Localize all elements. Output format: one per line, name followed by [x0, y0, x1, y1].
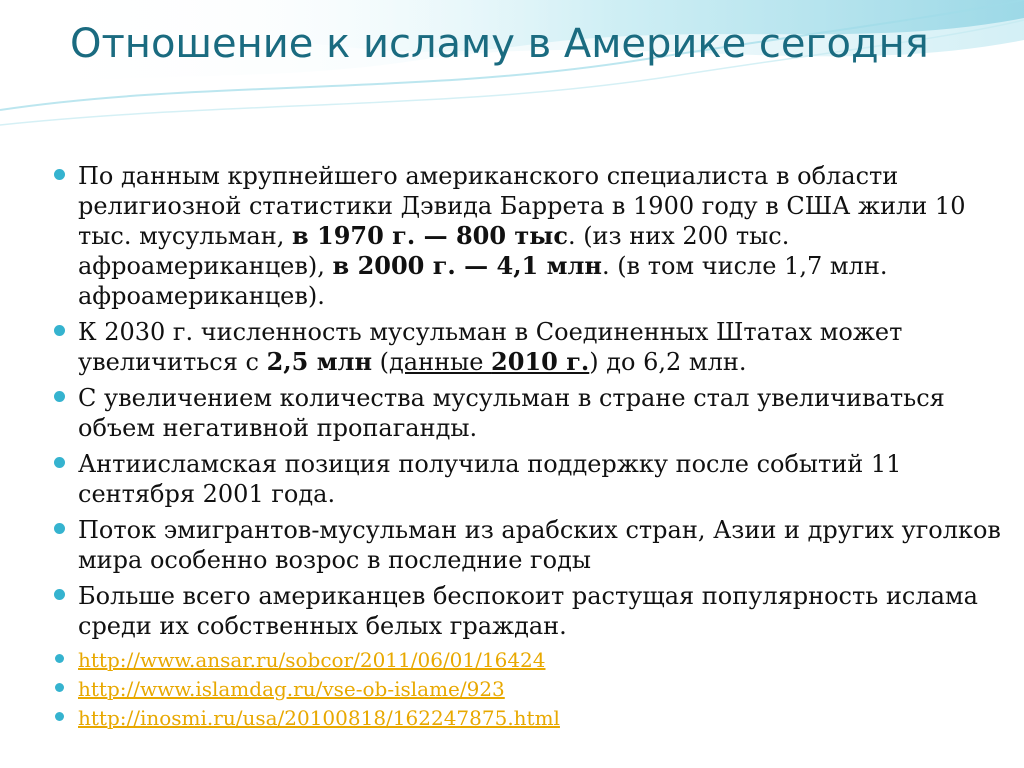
list-item: Антиисламская позиция получила поддержку после событий 11 сентября 2001 года.	[52, 449, 1012, 509]
bullet-icon	[54, 589, 65, 600]
source-link-item	[52, 676, 1012, 702]
bullet-icon	[55, 683, 64, 692]
bullet-list	[52, 161, 1012, 734]
list-item: По данным крупнейшего американского специалиста в области религиозной статистики Дэвида Баррета в 1900 году в США жили 10 тыс. мусульман, в 1970 г. — 800 тыс. (из них 200 тыс. афроамериканцев), в 2000 г. — 4,1 млн. (в том числе 1,7 млн. афроамериканцев).	[52, 161, 1012, 311]
list-item: С увеличением количества мусульман в стране стал увеличиваться объем негативной пропаганды.	[52, 383, 1012, 443]
list-item: Поток эмигрантов-мусульман из арабских стран, Азии и других уголков мира особенно возрос в последние годы	[52, 515, 1012, 575]
bullet-icon	[54, 169, 65, 180]
list-item: Больше всего американцев беспокоит растущая популярность ислама среди их собственных белых граждан.	[52, 581, 1012, 641]
source-link-item	[52, 647, 1012, 673]
bullet-icon	[54, 523, 65, 534]
slide-title: Отношение к исламу в Америке сегодня	[70, 21, 929, 67]
list-item: К 2030 г. численность мусульман в Соединенных Штатах может увеличиться с 2,5 млн (данные 2010 г.) до 6,2 млн.	[52, 317, 1012, 377]
bullet-icon	[55, 654, 64, 663]
source-link-item	[52, 705, 1012, 731]
source-link[interactable]: http://www.ansar.ru/sobcor/2011/06/01/16424	[78, 648, 546, 672]
bullet-icon	[54, 325, 65, 336]
bullet-icon	[55, 712, 64, 721]
source-link[interactable]: http://www.islamdag.ru/vse-ob-islame/923	[78, 677, 505, 701]
bullet-icon	[54, 457, 65, 468]
bullet-icon	[54, 391, 65, 402]
source-link[interactable]: http://inosmi.ru/usa/20100818/162247875.html	[78, 706, 560, 730]
